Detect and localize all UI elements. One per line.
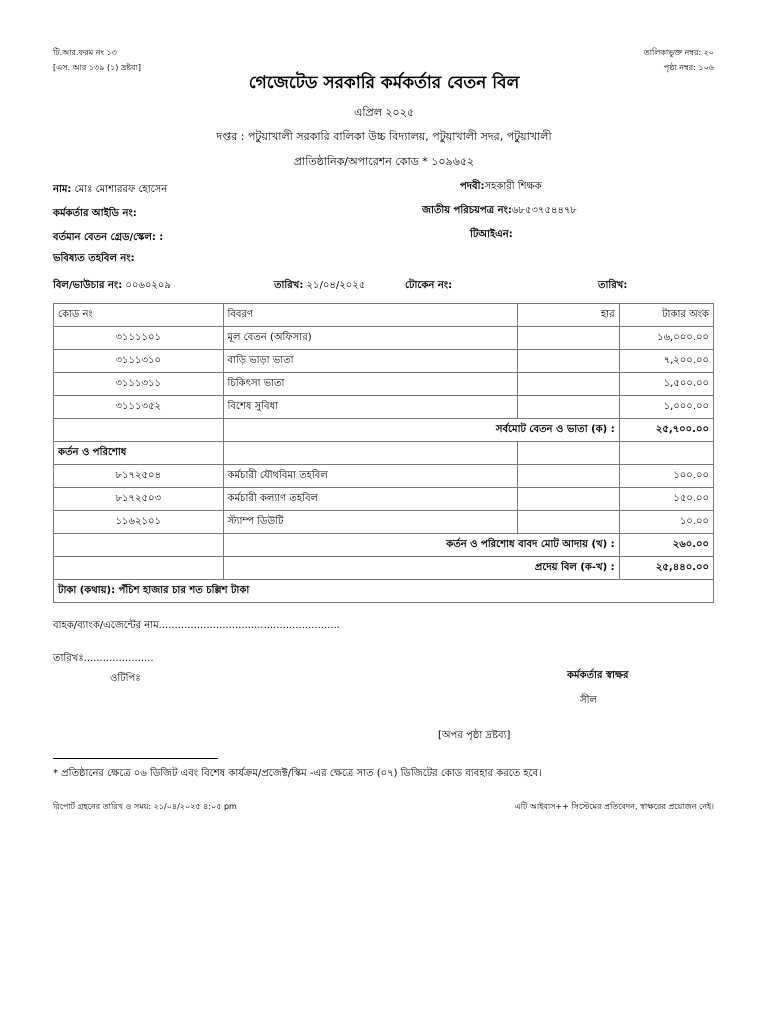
page-title: গেজেটেড সরকারি কর্মকর্তার বেতন বিল bbox=[248, 73, 520, 93]
total-earnings-label: সর্বমোট বেতন ও ভাতা (ক) : bbox=[223, 419, 619, 442]
row-amount: ১০০.০০ bbox=[619, 465, 713, 488]
row-amount: ১৫০.০০ bbox=[619, 488, 713, 511]
row-rate bbox=[518, 396, 619, 419]
net-payable-row bbox=[54, 557, 714, 580]
row-description bbox=[223, 442, 518, 465]
name-label: নাম: bbox=[53, 184, 72, 195]
designation-value: সহকারী শিক্ষক bbox=[484, 181, 542, 192]
form-number: টি.আর.ফরম নং ১৩ bbox=[53, 48, 117, 57]
row-amount: ১,৫০০.০০ bbox=[619, 373, 713, 396]
table-header-row bbox=[54, 304, 714, 327]
amount-in-words: টাকা (কথায়): পঁচিশ হাজার চার শত চল্লিশ টাকা bbox=[54, 580, 714, 603]
row-description: বিশেষ সুবিধা bbox=[223, 396, 518, 419]
header-code: কোড নং bbox=[54, 304, 224, 327]
row-rate bbox=[518, 373, 619, 396]
header-description: বিবরণ bbox=[223, 304, 518, 327]
tin-label: টিআইএন: bbox=[470, 229, 513, 240]
footnote-divider bbox=[53, 758, 218, 759]
register-number: তালিকাভুক্ত নম্বর: ২০ bbox=[643, 48, 714, 57]
net-payable-label: প্রদেয় বিল (ক-খ) : bbox=[223, 557, 619, 580]
row-amount: ১০.০০ bbox=[619, 511, 713, 534]
row-code bbox=[54, 419, 224, 442]
token-label: টোকেন নং: bbox=[405, 280, 453, 291]
otp-label: ওটিপিঃ bbox=[110, 673, 141, 684]
row-rate bbox=[518, 488, 619, 511]
designation-label: পদবী: bbox=[460, 181, 485, 192]
row-description: স্ট্যাম্প ডিউটি bbox=[223, 511, 518, 534]
seal-label: সীল bbox=[580, 695, 597, 706]
employee-designation bbox=[460, 179, 542, 196]
officer-id-label: কর্মকর্তার আইডি নং: bbox=[53, 208, 137, 219]
net-payable-value: ২৫,৪৪০.০০ bbox=[619, 557, 713, 580]
rule-reference: [এস. আর ১৩৯ (১) দ্রষ্টব্য] bbox=[53, 63, 141, 72]
row-amount: ১,০০০.০০ bbox=[619, 396, 713, 419]
header-amount: টাকার অংক bbox=[619, 304, 713, 327]
footer-date-line: তারিখঃ...................... bbox=[53, 653, 154, 664]
row-rate bbox=[518, 511, 619, 534]
nid bbox=[422, 203, 577, 220]
table-row bbox=[54, 465, 714, 488]
row-code: ৩১১১১০১ bbox=[54, 327, 224, 350]
row-description: চিকিৎসা ভাতা bbox=[223, 373, 518, 396]
voucher-label: বিল/ভাউচার নং: bbox=[53, 280, 123, 291]
row-rate bbox=[518, 465, 619, 488]
table-row bbox=[54, 350, 714, 373]
row-code: ৮১৭২৫০৩ bbox=[54, 488, 224, 511]
row-rate bbox=[518, 350, 619, 373]
name-value: মোঃ মোশাররফ হোসেন bbox=[74, 184, 168, 195]
row-code: ৩১১১৩৫২ bbox=[54, 396, 224, 419]
nid-value: ৬৮৫৩৭৫৪৪৭৮ bbox=[511, 205, 577, 216]
row-code: ৩১১১৩১০ bbox=[54, 350, 224, 373]
report-timestamp: রিপোর্ট গ্রহনের তারিখ ও সময়: ২১/০৪/২০২৫ ৪:০৫ pm bbox=[53, 802, 237, 811]
deduction-total-label: কর্তন ও পরিশোধ বাবদ মোট আদায় (খ) : bbox=[223, 534, 619, 557]
row-code: ৩১১১৩১১ bbox=[54, 373, 224, 396]
nid-label: জাতীয় পরিচয়পত্র নং: bbox=[422, 205, 512, 216]
row-description: মূল বেতন (অফিসার) bbox=[223, 327, 518, 350]
table-row bbox=[54, 511, 714, 534]
table-row bbox=[54, 488, 714, 511]
deduction-total-row bbox=[54, 534, 714, 557]
institution-code: প্রাতিষ্ঠানিক/অপারেশন কোড * ১০৯৬৫২ bbox=[293, 155, 475, 168]
total-earnings-row bbox=[54, 419, 714, 442]
deduction-total-value: ২৬০.০০ bbox=[619, 534, 713, 557]
voucher-number bbox=[53, 278, 171, 295]
office-name: দপ্তর : পটুয়াখালী সরকারি বালিকা উচ্চ বিদ্যালয়, পটুয়াখালী সদর, পটুয়াখালী bbox=[216, 130, 552, 143]
table-row bbox=[54, 373, 714, 396]
officer-signature-label: কর্মকর্তার স্বাক্ষর bbox=[567, 670, 629, 681]
total-earnings-value: ২৫,৭০০.০০ bbox=[619, 419, 713, 442]
row-code bbox=[54, 557, 224, 580]
bill-date-value: ২১/০৪/২০২৫ bbox=[306, 280, 366, 291]
token-date-label: তারিখ: bbox=[598, 280, 628, 291]
pay-bill-table bbox=[53, 303, 714, 603]
pay-grade-label: বর্তমান বেতন গ্রেড/স্কেল: : bbox=[53, 232, 164, 243]
provident-fund-label: ভবিষ্যত তহবিল নং: bbox=[53, 253, 135, 264]
bill-date-label: তারিখ: bbox=[274, 280, 304, 291]
bill-date bbox=[274, 278, 365, 295]
row-rate bbox=[518, 442, 619, 465]
system-note: এটি আইবাস++ সিস্টেমের প্রতিবেদন, স্বাক্ষরের প্রয়োজন নেই। bbox=[514, 802, 714, 811]
row-code: ৮১৭২৫০৪ bbox=[54, 465, 224, 488]
deduction-heading: কর্তন ও পরিশোধ bbox=[54, 442, 224, 465]
deduction-heading-row bbox=[54, 442, 714, 465]
row-amount: ১৬,০০০.০০ bbox=[619, 327, 713, 350]
row-description: বাড়ি ভাড়া ভাতা bbox=[223, 350, 518, 373]
footnote: * প্রতিষ্ঠানের ক্ষেত্রে ০৬ ডিজিট এবং বিশেষ কার্যক্রম/প্রজেক্ট/স্কিম -এর ক্ষেত্রে সাত (০৭) ডিজিটের কোড ব্যবহার করতে হবে। bbox=[53, 768, 542, 779]
bearer-name-line: বাহক/ব্যাংক/এজেন্টের নাম......................................................... bbox=[53, 620, 340, 631]
amount-in-words-row bbox=[54, 580, 714, 603]
bill-month: এপ্রিল ২০২৫ bbox=[353, 106, 414, 119]
header-rate: হার bbox=[518, 304, 619, 327]
row-code: ১১৬২১০১ bbox=[54, 511, 224, 534]
row-description: কর্মচারী যৌথবিমা তহবিল bbox=[223, 465, 518, 488]
table-row bbox=[54, 396, 714, 419]
row-amount: ৭,২০০.০০ bbox=[619, 350, 713, 373]
employee-name bbox=[53, 182, 167, 199]
row-description: কর্মচারী কল্যাণ তহবিল bbox=[223, 488, 518, 511]
row-amount bbox=[619, 442, 713, 465]
voucher-value: ০০৬০২০৯ bbox=[125, 280, 171, 291]
overleaf-note: [অপর পৃষ্ঠা দ্রষ্টব্য] bbox=[438, 730, 511, 741]
table-row bbox=[54, 327, 714, 350]
row-rate bbox=[518, 327, 619, 350]
row-code bbox=[54, 534, 224, 557]
page-number: পৃষ্ঠা নম্বর: ১০৬ bbox=[663, 63, 714, 72]
